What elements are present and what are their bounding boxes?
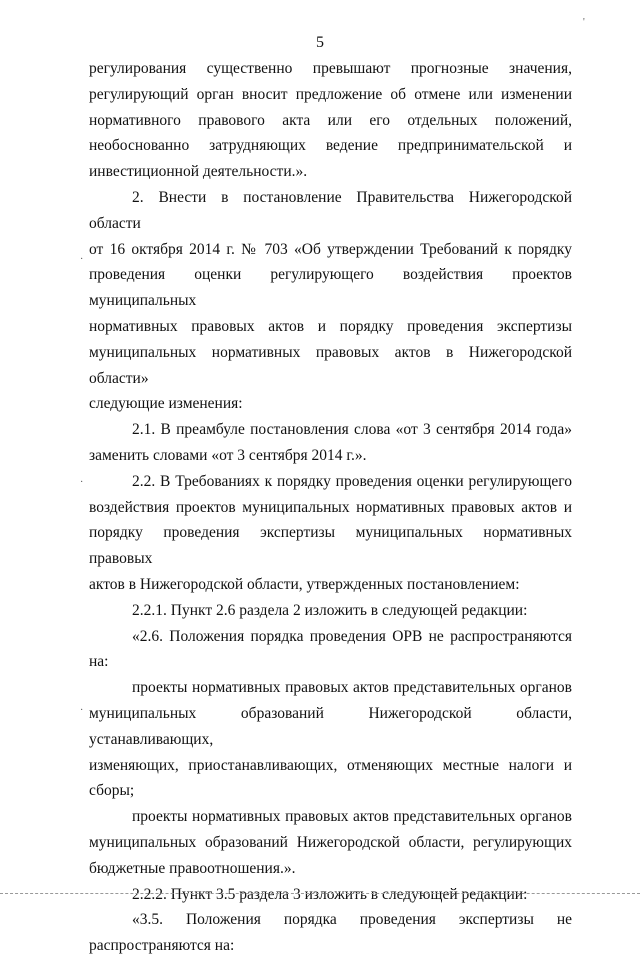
document-body	[89, 56, 572, 959]
text-line: муниципальных нормативных правовых актов в Нижегородской области»	[89, 343, 572, 387]
text-line: «2.6. Положения порядка проведения ОРВ не распространяются на:	[89, 627, 572, 671]
text-line: муниципальных образований Нижегородской области, устанавливающих,	[89, 704, 572, 748]
text-line: регулирующий орган вносит предложение об отмене или изменении	[89, 85, 572, 103]
margin-mark: '	[583, 17, 585, 28]
text-line: регулирования существенно превышают прогнозные значения,	[89, 60, 572, 77]
margin-mark: ·	[80, 477, 84, 488]
text-line: 2. Внести в постановление Правительства Нижегородской области	[89, 188, 572, 232]
text-line: проведения оценки регулирующего воздействия проектов муниципальных	[89, 266, 572, 310]
text-line: актов в Нижегородской области, утвержденных постановлением:	[89, 575, 520, 593]
text-line: распространяются на:	[89, 937, 235, 955]
text-line: заменить словами «от 3 сентября 2014 г.».	[89, 446, 367, 464]
text-line: муниципальных образований Нижегородской области, регулирующих	[89, 833, 572, 851]
text-line: порядку проведения экспертизы муниципальных нормативных правовых	[89, 524, 572, 568]
text-line: инвестиционной деятельности.».	[89, 163, 308, 181]
page-number: 5	[316, 34, 324, 51]
text-line: «3.5. Положения порядка проведения экспертизы не	[132, 911, 572, 929]
text-line: 2.2. В Требованиях к порядку проведения оценки регулирующего	[132, 472, 572, 490]
text-line: сборы;	[89, 782, 135, 800]
text-line: нормативных правовых актов и порядку проведения экспертизы	[89, 317, 572, 335]
text-line: воздействия проектов муниципальных нормативных правовых актов и	[89, 498, 572, 516]
text-line: необоснованно затрудняющих ведение предпринимательской и	[89, 137, 572, 155]
text-line: от 16 октября 2014 г. № 703 «Об утверждении Требований к порядку	[89, 240, 572, 258]
margin-mark: ·	[80, 254, 84, 265]
text-line: изменяющих, приостанавливающих, отменяющих местные налоги и	[89, 756, 572, 774]
text-line: проекты нормативных правовых актов представительных органов	[132, 808, 572, 826]
text-line: проекты нормативных правовых актов представительных органов	[132, 679, 572, 697]
text-line: бюджетные правоотношения.».	[89, 859, 296, 877]
scan-edge-line	[0, 893, 640, 894]
text-line: 2.1. В преамбуле постановления слова «от 3 сентября 2014 года»	[132, 421, 572, 439]
margin-mark: ·	[80, 705, 84, 716]
text-line: следующие изменения:	[89, 395, 243, 413]
text-line: нормативного правового акта или его отдельных положений,	[89, 111, 572, 129]
text-line: 2.2.2. Пункт 3.5 раздела 3 изложить в следующей редакции:	[132, 885, 528, 903]
text-line: 2.2.1. Пункт 2.6 раздела 2 изложить в следующей редакции:	[132, 601, 528, 619]
